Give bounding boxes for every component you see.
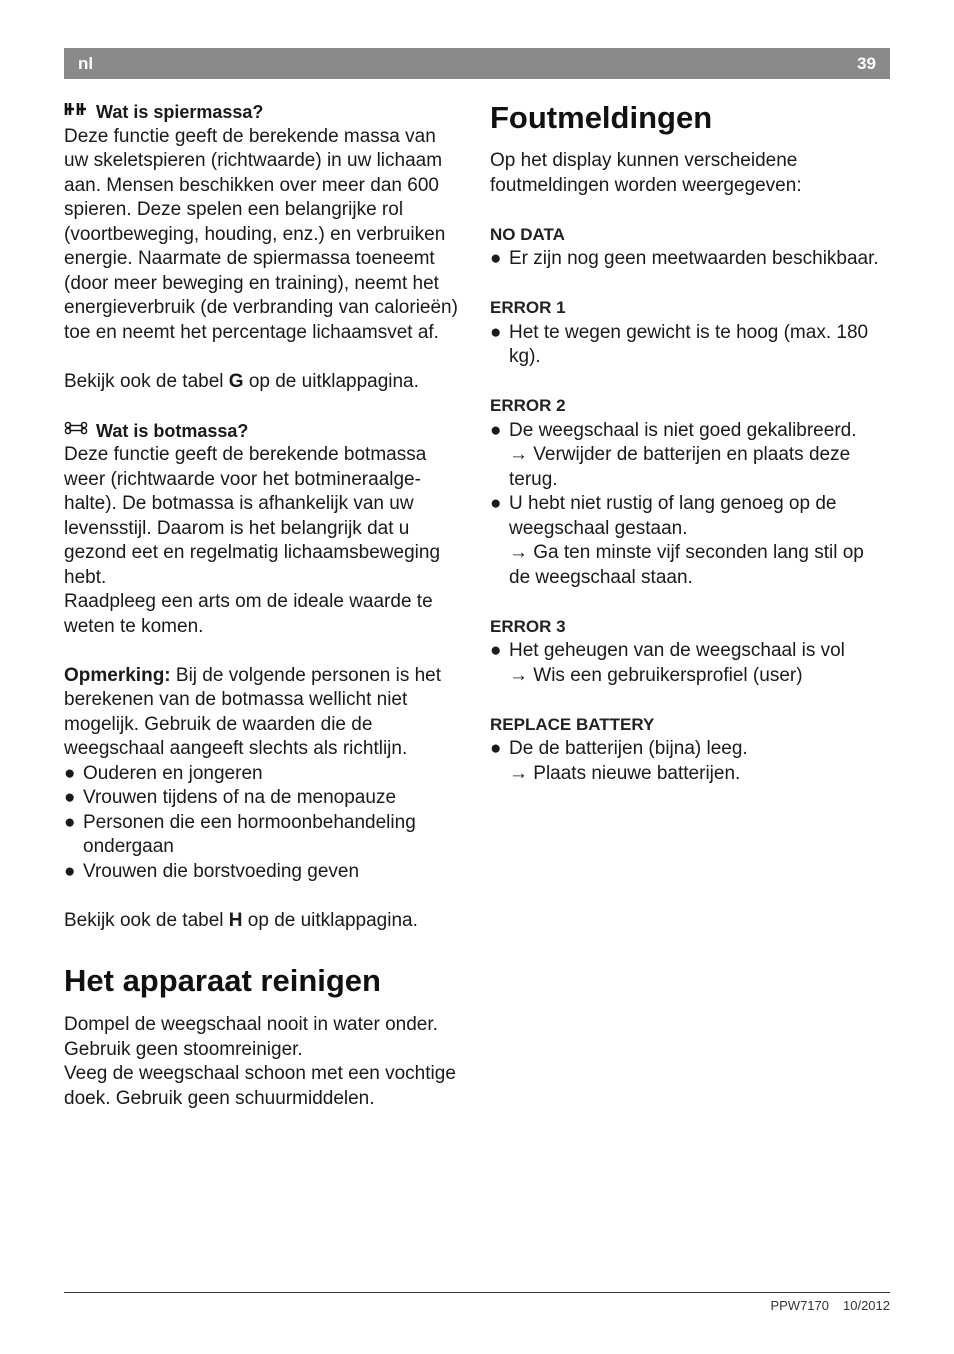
error-list-no-data — [490, 247, 890, 272]
error-messages-title: Foutmeldingen — [490, 100, 713, 135]
error-intro: Op het display kunnen verscheidene foutmeldingen worden weergegeven: — [490, 150, 802, 196]
remedy-text: → Plaats nieuwe batterijen. — [509, 762, 741, 784]
spiermassa-heading: Wat is spiermassa? — [64, 100, 464, 125]
muscle-icon — [64, 100, 90, 125]
error-code-3: ERROR 3 — [490, 616, 566, 636]
remedy-text: → Wis een gebruikersprofiel (user) — [509, 664, 803, 686]
error-list-replace-battery — [490, 737, 890, 786]
error-list-3 — [490, 639, 890, 688]
botmassa-see-table: Bekijk ook de tabel H op de uitklappagina. — [64, 909, 418, 931]
model-number: PPW7170 — [770, 1298, 829, 1313]
cleaning-line-3: Veeg de weegschaal schoon met een vochtige doek. Gebruik geen schuurmiddelen. — [64, 1063, 456, 1109]
cleaning-line-2: Gebruik geen stoomreiniger. — [64, 1038, 303, 1060]
list-item: ● Vrouwen tijdens of na de menopauze — [64, 787, 397, 808]
page-header-bar — [64, 48, 890, 79]
language-code: nl — [78, 54, 94, 73]
error-list-1 — [490, 321, 890, 370]
remedy-text: → Ga ten minste vijf seconden lang stil op de weegschaal staan. — [509, 542, 864, 588]
error-code-replace-battery: REPLACE BATTERY — [490, 714, 655, 734]
list-item: ● De weegschaal is niet goed gekalibreerd. → Verwijder de batterijen en plaats deze terug. — [490, 419, 890, 493]
spiermassa-see-table: Bekijk ook de tabel G op de uitklappagina. — [64, 370, 419, 392]
list-item: ● Er zijn nog geen meetwaarden beschikbaar. — [490, 248, 879, 269]
error-code-no-data: NO DATA — [490, 224, 565, 244]
cleaning-title: Het apparaat reinigen — [64, 963, 381, 998]
page-number: 39 — [857, 54, 876, 73]
publication-date: 10/2012 — [843, 1298, 890, 1313]
bone-icon — [64, 419, 90, 444]
list-item: ● Het geheugen van de weegschaal is vol → Wis een gebruikersprofiel (user) — [490, 639, 890, 688]
list-item: ● Het te wegen gewicht is te hoog (max. 180 kg). — [490, 321, 869, 367]
list-item: ● Personen die een hormoonbehandeling ondergaan — [64, 811, 416, 857]
list-item: ● Vrouwen die borstvoeding geven — [64, 860, 360, 882]
remedy-text: → Verwijder de batterijen en plaats deze terug. — [509, 444, 851, 490]
left-column — [64, 100, 464, 1111]
error-code-1: ERROR 1 — [490, 298, 566, 317]
botmassa-heading: Wat is botmassa? — [64, 419, 464, 444]
list-item: ● U hebt niet rustig of lang genoeg op de weegschaal gestaan. → Ga ten minste vijf seconden lang stil op de weegschaal staan. — [490, 492, 890, 590]
botmassa-advice: Raadpleeg een arts om de ideale waarde te weten te komen. — [64, 591, 433, 637]
list-item: ● De de batterijen (bijna) leeg. → Plaats nieuwe batterijen. — [490, 737, 890, 786]
cleaning-line-1: Dompel de weegschaal nooit in water onder. — [64, 1014, 438, 1035]
botmassa-note: Opmerking: Bij de volgende personen is het berekenen van de botmassa wellicht niet mogelijk. Gebruik de waarden die de weegschaal aangeeft slechts als richtlijn. — [64, 664, 442, 759]
botmassa-bullet-list — [64, 762, 464, 885]
spiermassa-body: Deze functie geeft de berekende massa van uw skeletspieren (richtwaarde) in uw lichaam aan. Mensen beschikken over meer dan 600 spieren. Deze spelen een belangrijke rol (voortbeweging, houding, enz.) en verbruiken energie. Naarmate de spiermassa toeneemt (door meer beweging en training), neemt het energieverbruik (de verbranding van calorieën) toe en neemt het percentage lichaamsvet af. — [64, 125, 458, 343]
list-item: ● Ouderen en jongeren — [64, 762, 263, 784]
footer-divider — [64, 1292, 890, 1293]
error-code-2: ERROR 2 — [490, 396, 566, 415]
page-footer — [770, 1298, 890, 1313]
botmassa-body: Deze functie geeft de berekende botmassa weer (richtwaarde voor het botmineraalgehalte). De botmassa is afhankelijk van uw levensstijl. Daarom is het belangrijk dat u gezond eet en regelmatig lichaamsbeweging hebt. — [64, 444, 441, 588]
error-list-2 — [490, 419, 890, 591]
right-column — [490, 98, 890, 786]
